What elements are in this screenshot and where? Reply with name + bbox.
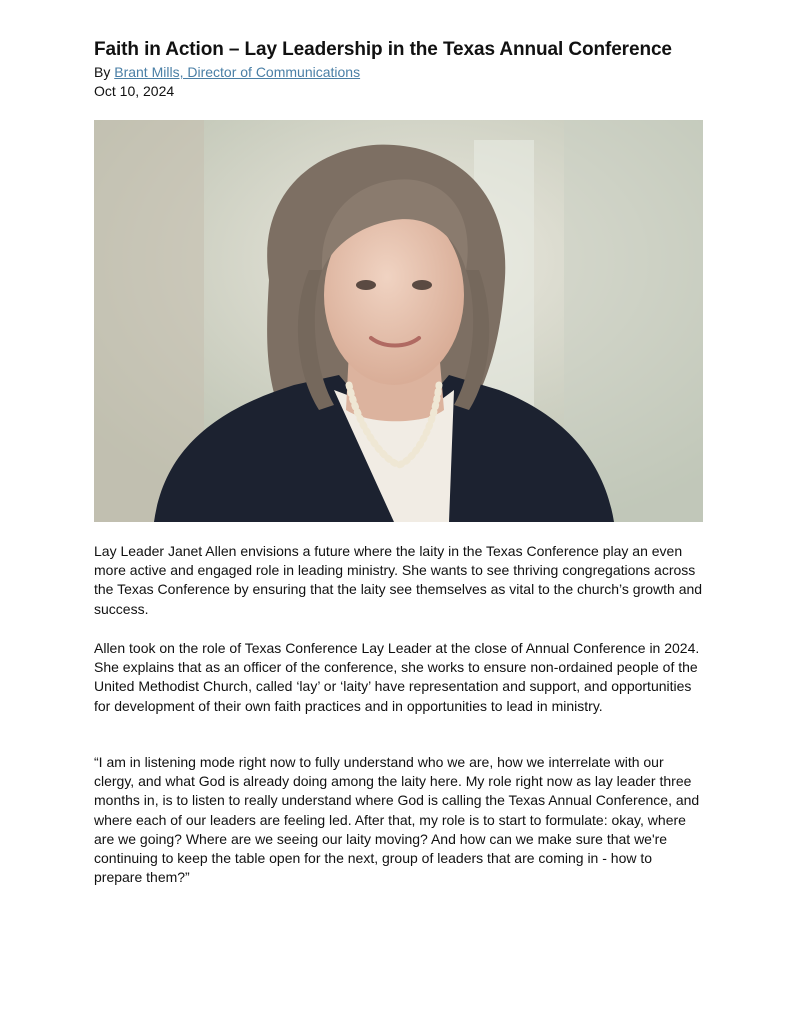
- publish-date: Oct 10, 2024: [94, 83, 175, 99]
- byline: [94, 63, 706, 82]
- paragraph-3: “I am in listening mode right now to fully understand who we are, how we interrelate with our clergy, and what God is already doing among the laity here. My role right now as lay leader three months in, is to listen to really understand where God is calling the Texas Annual Conference, and where each of our leaders are feeling led. After that, my role is to start to formulate: okay, where are we going? Where are we seeing our laity moving? And how can we make sure that we're continuing to keep the table open for the next, group of leaders that are coming in - how to prepare them?”: [94, 754, 700, 886]
- article: [94, 37, 706, 886]
- portrait-photo: [94, 120, 703, 522]
- byline-prefix: By: [94, 64, 115, 80]
- portrait-illustration: [94, 120, 703, 522]
- paragraph-1: Lay Leader Janet Allen envisions a future where the laity in the Texas Conference play an even more active and engaged role in leading ministry. She wants to see thriving congregations across the Texas Conference by ensuring that the laity see themselves as vital to the church’s growth and success.: [94, 543, 703, 617]
- article-title: Faith in Action – Lay Leadership in the Texas Annual Conference: [94, 39, 672, 60]
- author-link[interactable]: Brant Mills, Director of Communications: [114, 64, 361, 80]
- paragraph-2: Allen took on the role of Texas Conference Lay Leader at the close of Annual Conference in 2024. She explains that as an officer of the conference, she works to ensure non-ordained people of the United Methodist Church, called ‘lay’ or ‘laity’ have representation and support, and opportunities for development of their own faith practices and in opportunities to lead in ministry.: [94, 640, 700, 714]
